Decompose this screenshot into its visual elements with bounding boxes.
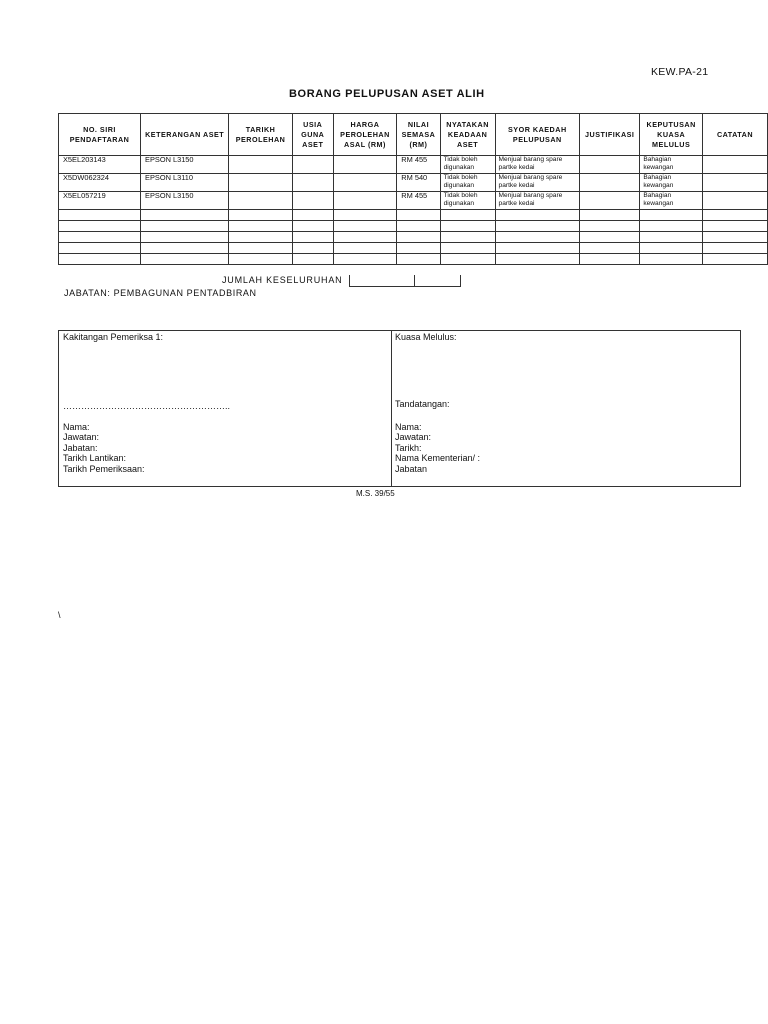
cell-empty bbox=[292, 174, 333, 192]
cell-empty bbox=[703, 156, 768, 174]
cell-keadaan: Tidak boleh digunakan bbox=[440, 192, 495, 210]
cell-empty bbox=[292, 192, 333, 210]
header-nilai: NILAI SEMASA (RM) bbox=[397, 114, 440, 156]
cell-empty bbox=[229, 156, 293, 174]
table-header-row bbox=[59, 114, 768, 156]
inspector-fields bbox=[63, 422, 145, 474]
cell-nilai: RM 455 bbox=[397, 156, 440, 174]
cell-empty bbox=[292, 156, 333, 174]
cell-nilai: RM 540 bbox=[397, 174, 440, 192]
inspector-jawatan: Jawatan: bbox=[63, 432, 100, 443]
form-title: BORANG PELUPUSAN ASET ALIH bbox=[289, 88, 485, 100]
inspector-tarikh-lantikan: Tarikh Lantikan: bbox=[63, 453, 127, 464]
cell-siri: X5DW062324 bbox=[59, 174, 141, 192]
cell-keterangan: EPSON L3150 bbox=[141, 156, 229, 174]
total-divider bbox=[414, 275, 415, 286]
header-keputusan: KEPUTUSAN KUASA MELULUS bbox=[640, 114, 703, 156]
cell-empty bbox=[333, 156, 397, 174]
header-catatan: CATATAN bbox=[703, 114, 768, 156]
cell-nilai: RM 455 bbox=[397, 192, 440, 210]
cell-empty bbox=[703, 174, 768, 192]
approver-signature-label: Tandatangan: bbox=[395, 399, 450, 409]
header-syor: SYOR KAEDAH PELUPUSAN bbox=[495, 114, 580, 156]
approver-fields bbox=[395, 422, 480, 474]
stray-mark: \ bbox=[58, 610, 61, 620]
cell-empty bbox=[580, 174, 640, 192]
inspector-title: Kakitangan Pemeriksa 1: bbox=[63, 332, 164, 342]
page-number: M.S. 39/55 bbox=[356, 489, 395, 498]
cell-keputusan: Bahagian kewangan bbox=[640, 192, 703, 210]
cell-siri: X5EL203143 bbox=[59, 156, 141, 174]
cell-empty bbox=[580, 156, 640, 174]
header-usia: USIA GUNA ASET bbox=[292, 114, 333, 156]
table-row bbox=[59, 192, 768, 210]
table-row-empty bbox=[59, 254, 768, 265]
cell-siri: X5EL057219 bbox=[59, 192, 141, 210]
cell-keterangan: EPSON L3150 bbox=[141, 192, 229, 210]
table-row-empty bbox=[59, 221, 768, 232]
inspector-signature-dots: ……………………………………………….. bbox=[63, 401, 231, 411]
total-box bbox=[349, 275, 461, 287]
header-justifikasi: JUSTIFIKASI bbox=[580, 114, 640, 156]
approver-jabatan: Jabatan bbox=[395, 463, 428, 474]
approver-tarikh: Tarikh: bbox=[395, 442, 422, 453]
cell-syor: Menjual barang spare partke kedai bbox=[495, 174, 580, 192]
approver-title: Kuasa Melulus: bbox=[395, 332, 457, 342]
header-tarikh: TARIKH PEROLEHAN bbox=[229, 114, 293, 156]
approver-jawatan: Jawatan: bbox=[395, 432, 432, 443]
table-row-empty bbox=[59, 232, 768, 243]
header-harga: HARGA PEROLEHAN ASAL (RM) bbox=[333, 114, 397, 156]
header-keterangan: KETERANGAN ASET bbox=[141, 114, 229, 156]
cell-syor: Menjual barang spare partke kedai bbox=[495, 156, 580, 174]
asset-table bbox=[58, 113, 768, 265]
inspector-tarikh-pemeriksaan: Tarikh Pemeriksaan: bbox=[63, 463, 145, 474]
table-row bbox=[59, 156, 768, 174]
approver-kementerian: Nama Kementerian/ : bbox=[395, 453, 481, 464]
cell-keputusan: Bahagian kewangan bbox=[640, 156, 703, 174]
form-code: KEW.PA-21 bbox=[651, 66, 709, 78]
cell-keadaan: Tidak boleh digunakan bbox=[440, 156, 495, 174]
cell-empty bbox=[229, 192, 293, 210]
table-row-empty bbox=[59, 243, 768, 254]
cell-empty bbox=[703, 192, 768, 210]
jabatan-line: JABATAN: PEMBAGUNAN PENTADBIRAN bbox=[64, 288, 257, 298]
table-row bbox=[59, 174, 768, 192]
cell-syor: Menjual barang spare partke kedai bbox=[495, 192, 580, 210]
cell-keterangan: EPSON L3110 bbox=[141, 174, 229, 192]
table-row-empty bbox=[59, 210, 768, 221]
cell-empty bbox=[333, 192, 397, 210]
cell-empty bbox=[580, 192, 640, 210]
signature-divider bbox=[391, 330, 392, 487]
cell-empty bbox=[229, 174, 293, 192]
total-label: JUMLAH KESELURUHAN bbox=[222, 275, 343, 285]
header-no-siri: NO. SIRI PENDAFTARAN bbox=[59, 114, 141, 156]
header-keadaan: NYATAKAN KEADAAN ASET bbox=[440, 114, 495, 156]
cell-keputusan: Bahagian kewangan bbox=[640, 174, 703, 192]
approver-nama: Nama: bbox=[395, 422, 422, 432]
cell-empty bbox=[333, 174, 397, 192]
inspector-nama: Nama: bbox=[63, 422, 90, 432]
inspector-jabatan: Jabatan: bbox=[63, 442, 98, 453]
cell-keadaan: Tidak boleh digunakan bbox=[440, 174, 495, 192]
